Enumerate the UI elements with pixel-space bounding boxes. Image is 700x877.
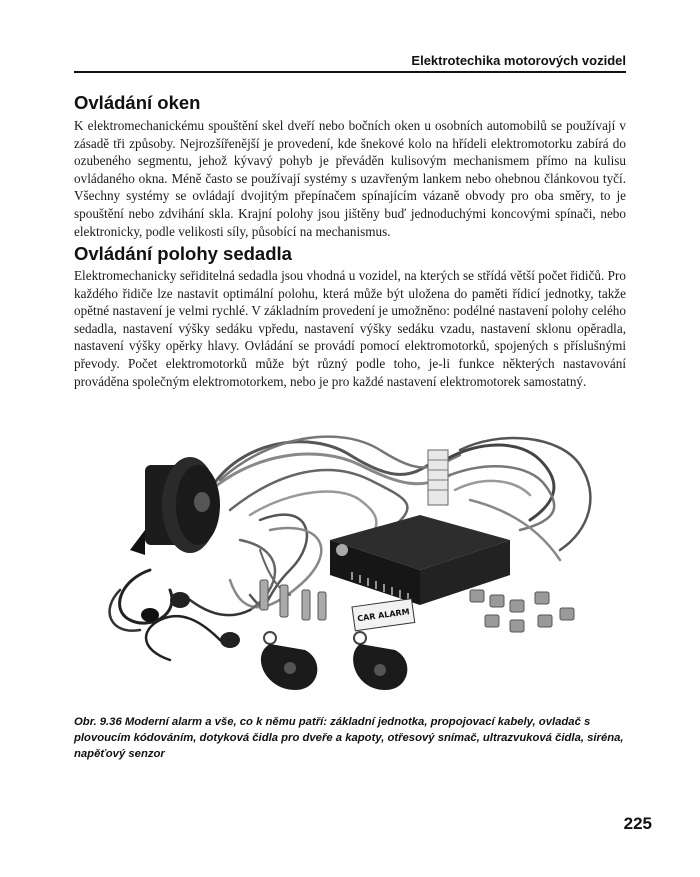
section-heading-seat: Ovládání polohy sedadla [74, 243, 292, 264]
header-rule [74, 71, 626, 73]
car-alarm-figure [90, 420, 620, 705]
section-paragraph-seat: Elektromechanicky seřiditelná sedadla jsou vhodná u vozidel, na kterých se střídá větší počet řidičů. Pro každého řidiče lze nastavit optimální polohu, která může být uložena do paměti řídicí jednotky, takže opětné nastavení je velmi rychlé. V základním provedení je umožněno: podélné nastavení polohy celého sedadla, nastavení výšky sedáku vpředu, nastavení výšky sedáku vzadu, nastavení sklonu opěradla, nastavení výšky opěrky hlavy. Ovládání se provádí pomocí elektromotorků, spojených s příslušnými převody. Počet elektromotorků může být různý podle toho, je-li funkce některých nastavování prováděna společným elektromotorkem, nebo je pro každé nastavení elektromotorek samostatný. [74, 268, 626, 389]
figure-caption: Obr. 9.36 Moderní alarm a vše, co k němu patří: základní jednotka, propojovací kabely, ovladač s plovoucím kódováním, dotyková čidla pro dveře a kapoty, otřesový snímač, ultrazvuková čidla, siréna, napěťový senzor [74, 716, 624, 760]
page-number: 225 [623, 814, 652, 833]
key-fob-right [353, 632, 407, 690]
product-label: CAR ALARM [356, 607, 411, 624]
running-header: Elektrotechika motorových vozidel [411, 53, 626, 68]
car-alarm-photo [90, 420, 620, 705]
section-paragraph-windows: K elektromechanickému spouštění skel dveří nebo bočních oken u osobních automobilů se používají v zásadě tři způsoby. Nejrozšířenější je provedení, kde šnekové kolo na hřídeli elektromotorku zabírá do ozubeného segmentu, jehož kývavý pohyb je převáděn kulisovým mechanismem přímo na kulisu ovládaného okna. Méně často se používají systémy s uzavřeným lankem nebo ohebnou článkovou tyčí. Všechny systémy se ovládají dvojitým přepínačem spínajícím vázaně obvody pro oba směry, to je spouštění nebo zdvihání skla. Krajní polohy jsou jištěny buď jednoduchými koncovými spínači, nebo elektronicky, podle velikosti síly, působící na mechanismus. [74, 118, 626, 239]
key-fob-left [261, 632, 317, 690]
siren [130, 457, 220, 555]
section-heading-windows: Ovládání oken [74, 92, 201, 113]
